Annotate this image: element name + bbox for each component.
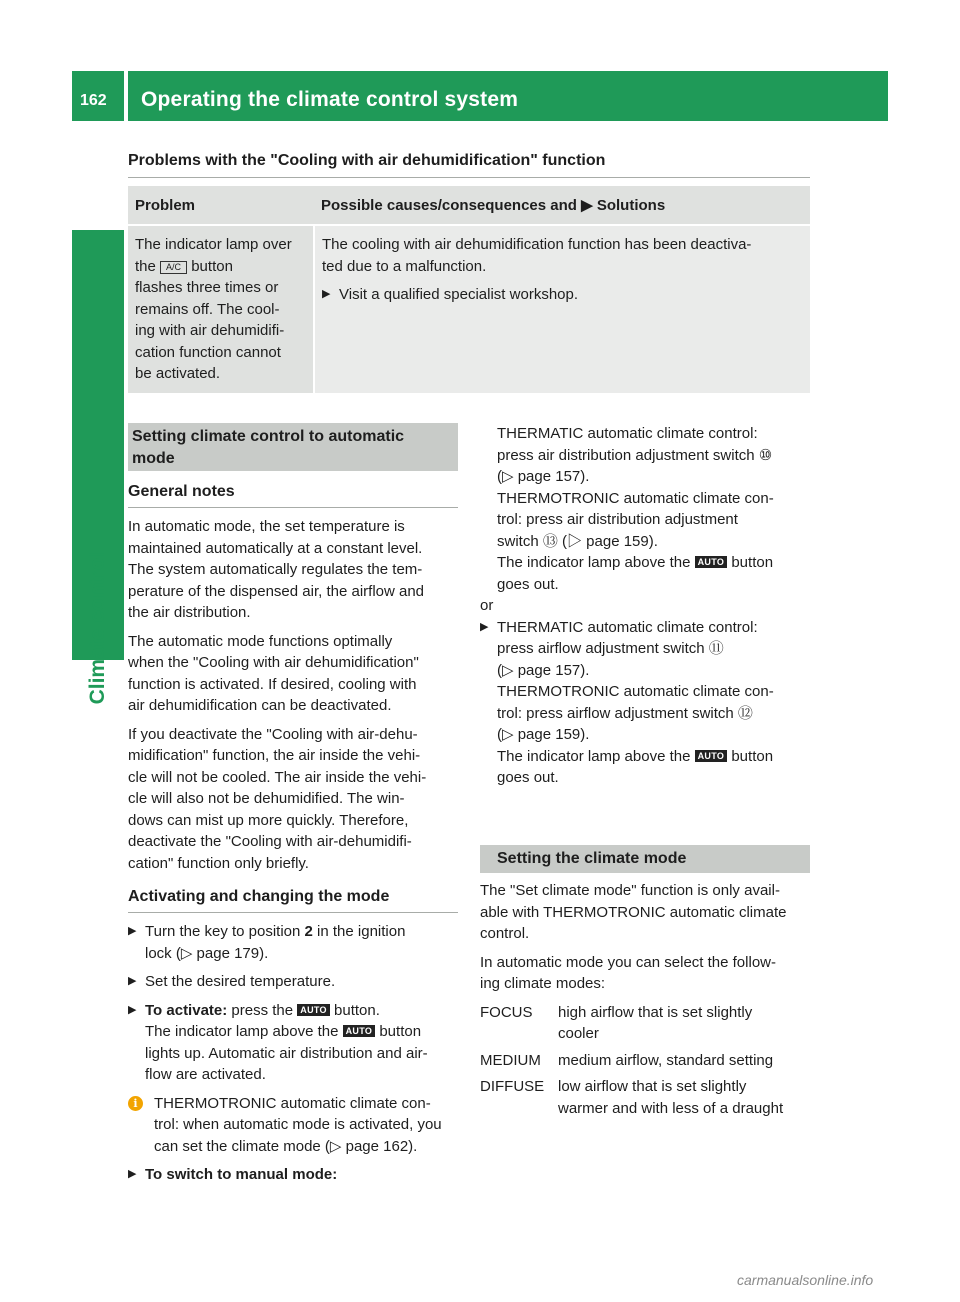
- solution-step: ▶ Visit a qualified specialist workshop.: [322, 284, 803, 306]
- climate-mode-text: The "Set climate mode" function is only avail- able with THERMOTRONIC automatic climate control. In automatic mode you can select the follow- ing climate modes: FOCUS high airflow that is set slightly cooler MEDIUM medium airflow, standard setting DIFFUSE low airflow that is set slightly warmer and with less of a draught: [480, 880, 815, 1124]
- general-notes-text: In automatic mode, the set temperature is maintained automatically at a constant level. The system automatically regulates the tem- perature of the dispensed air, the airflow and the air distribution. The automatic mode functions optimally when the "Cooling with air dehumidification" function is activated. If desired, cooling with air dehumidification can be deactivated. If you deactivate the "Cooling with air-dehu- midification" function, the air inside the vehi- cle will not be cooled. The air inside the vehi- cle will also not be dehumidified. The win- dows can mist up more quickly. Therefore, deactivate the "Cooling with air-dehumidifi- cation" function only briefly.: [128, 518, 427, 872]
- ac-button-icon: A/C: [160, 261, 187, 274]
- general-notes-rule: [128, 507, 458, 508]
- auto-button-icon: AUTO: [297, 1004, 330, 1016]
- auto-button-icon: AUTO: [695, 556, 728, 568]
- auto-button-icon: AUTO: [695, 750, 728, 762]
- section-heading-climate-mode: Setting the climate mode: [480, 845, 810, 873]
- watermark: carmanualsonline.info: [737, 1272, 874, 1288]
- general-notes-heading: General notes: [128, 483, 235, 500]
- activating-steps: [128, 921, 460, 1193]
- arrow-icon: ▶: [128, 1168, 137, 1180]
- arrow-icon: ▶: [322, 288, 331, 300]
- arrow-icon: ▶: [128, 975, 137, 987]
- arrow-icon: ▶: [128, 1003, 137, 1016]
- title-rule: [128, 177, 810, 178]
- problem-cell: The indicator lamp over the A/C button flashes three times or remains off. The cool- ing with air dehumidifi- cation function cannot be activated.: [128, 225, 314, 393]
- auto-button-icon: AUTO: [343, 1025, 376, 1037]
- activating-heading: Activating and changing the mode: [128, 888, 390, 905]
- step-temperature: ▶ Set the desired temperature.: [128, 971, 460, 993]
- side-tab-label: Climate control: [86, 551, 109, 705]
- arrow-icon: ▶: [581, 197, 597, 214]
- info-icon: i: [128, 1096, 143, 1111]
- page-title: Operating the climate control system: [141, 88, 519, 111]
- solution-cell: The cooling with air dehumidification function has been deactiva- ted due to a malfunction. ▶ Visit a qualified specialist workshop.: [314, 225, 810, 393]
- col-problem-header: Problem: [128, 186, 314, 225]
- step-manual: ▶ To switch to manual mode:: [128, 1164, 460, 1186]
- manual-option-distribution: THERMATIC automatic climate control: press air distribution adjustment switch ⑩ (▷ page 157). THERMOTRONIC automatic climate con- trol: press air distribution adjustment switch ⑬ (▷ page 159). The indicator lamp above the AUTO button goes out.: [497, 425, 774, 593]
- activating-rule: [128, 912, 458, 913]
- manual-option-airflow: ▶ THERMATIC automatic climate control: press airflow adjustment switch ⑪ (▷ page 157). THERMOTRONIC automatic climate con- trol: press airflow adjustment switch ⑫ (▷ page 159). The indicator lamp above the AUTO button goes out.: [480, 618, 774, 786]
- arrow-icon: ▶: [480, 620, 489, 633]
- col-solutions-header: Possible causes/consequences and ▶ Solutions: [314, 186, 810, 225]
- section-heading-automatic: Setting climate control to automatic mode: [128, 423, 458, 471]
- info-note: i THERMOTRONIC automatic climate con- trol: when automatic mode is activated, you can set the climate mode (▷ page 162).: [128, 1093, 460, 1158]
- step-activate: ▶ To activate: press the AUTO button. The indicator lamp above the AUTO button lights up. Automatic air distribution and air- flow are activated.: [128, 1001, 428, 1083]
- arrow-icon: ▶: [128, 925, 137, 937]
- problems-table: [128, 186, 810, 393]
- step-ignition: ▶ Turn the key to position 2 in the ignition lock (▷ page 179).: [128, 923, 406, 962]
- manual-mode-instructions: [480, 423, 815, 796]
- page-number: 162: [80, 92, 107, 109]
- or-separator: or: [480, 597, 494, 614]
- mode-diffuse: DIFFUSE low airflow that is set slightly warmer and with less of a draught: [480, 1078, 784, 1117]
- mode-medium: MEDIUM medium airflow, standard setting: [480, 1051, 774, 1069]
- mode-focus: FOCUS high airflow that is set slightly cooler: [480, 1003, 753, 1042]
- problems-title: Problems with the "Cooling with air dehumidification" function: [128, 152, 606, 169]
